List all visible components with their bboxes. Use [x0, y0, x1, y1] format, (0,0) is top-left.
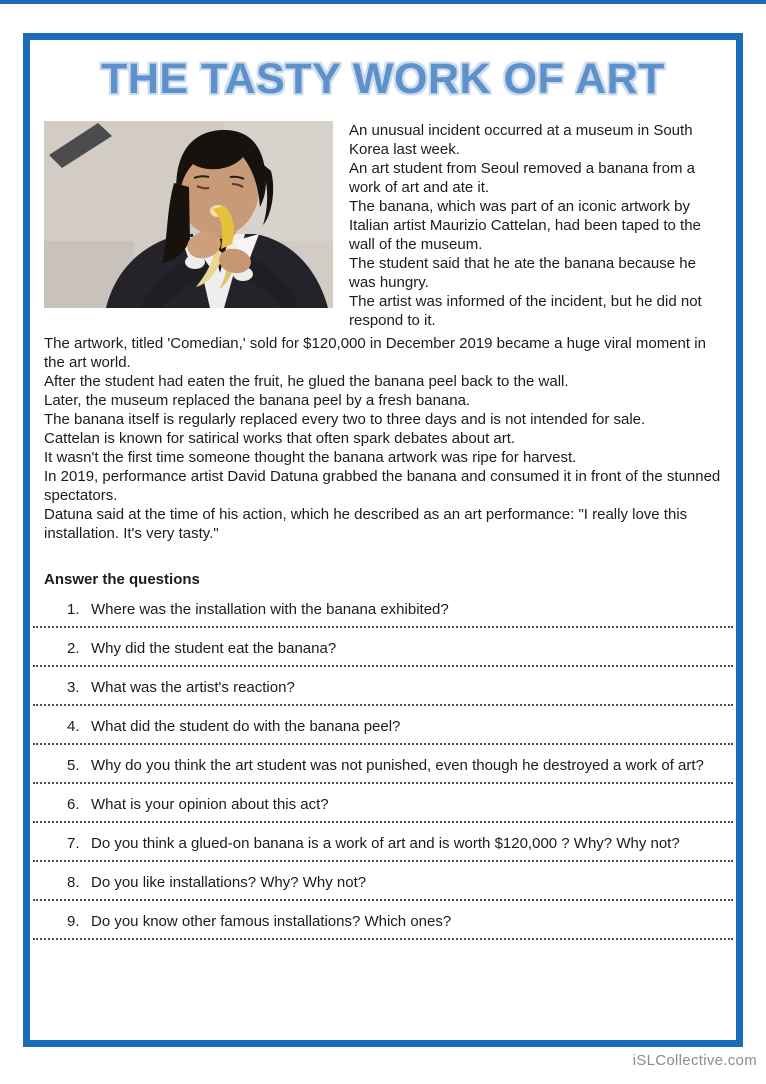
- article-sentence: The banana itself is regularly replaced every two to three days and is not intended for sale.: [44, 411, 646, 428]
- question-row: [44, 795, 722, 814]
- answer-dotted-line: [33, 899, 733, 901]
- article-sentence: Later, the museum replaced the banana peel by a fresh banana.: [44, 392, 471, 409]
- question-text: What did the student do with the banana peel?: [91, 718, 401, 735]
- article-intro: [349, 121, 722, 330]
- question-row: [44, 678, 722, 697]
- answer-dotted-line: [33, 938, 733, 940]
- answer-dotted-line: [33, 860, 733, 862]
- question-number: 3.: [67, 679, 80, 696]
- top-edge-line: [0, 0, 766, 4]
- answer-dotted-line: [33, 743, 733, 745]
- worksheet-frame: [23, 33, 743, 1047]
- question-row: [44, 834, 722, 853]
- article-sentence: The artwork, titled 'Comedian,' sold for $120,000 in December 2019 became a huge viral moment in the art world.: [44, 335, 706, 371]
- article-intro-row: [44, 121, 722, 330]
- question-item: [44, 873, 722, 901]
- question-number: 8.: [67, 874, 80, 891]
- question-item: [44, 912, 722, 940]
- question-number: 4.: [67, 718, 80, 735]
- question-text: Where was the installation with the banana exhibited?: [91, 601, 449, 618]
- question-row: [44, 873, 722, 892]
- worksheet-content: [30, 121, 736, 940]
- question-item: [44, 717, 722, 745]
- article-sentence: Datuna said at the time of his action, which he described as an art performance: "I really love this installation. It's very tasty.": [44, 506, 688, 542]
- question-item: [44, 834, 722, 862]
- question-number: 6.: [67, 796, 80, 813]
- question-text: What was the artist's reaction?: [91, 679, 295, 696]
- question-text: Why do you think the art student was not punished, even though he destroyed a work of art?: [91, 757, 704, 774]
- article-sentence: The banana, which was part of an iconic artwork by Italian artist Maurizio Cattelan, had been taped to the wall of the museum.: [349, 198, 701, 253]
- question-text: Why did the student eat the banana?: [91, 640, 337, 657]
- question-item: [44, 600, 722, 628]
- question-row: [44, 639, 722, 658]
- article-sentence: An unusual incident occurred at a museum in South Korea last week.: [349, 122, 693, 158]
- question-row: [44, 756, 722, 775]
- answer-dotted-line: [33, 704, 733, 706]
- page-title: THE TASTY WORK OF ART: [101, 55, 665, 103]
- answer-dotted-line: [33, 665, 733, 667]
- question-number: 5.: [67, 757, 80, 774]
- answer-dotted-line: [33, 782, 733, 784]
- questions-list: [44, 600, 722, 940]
- article-sentence: In 2019, performance artist David Datuna grabbed the banana and consumed it in front of the stunned spectators.: [44, 468, 721, 504]
- question-text: Do you like installations? Why? Why not?: [91, 874, 367, 891]
- article-sentence: It wasn't the first time someone thought the banana artwork was ripe for harvest.: [44, 449, 577, 466]
- article-body: [44, 334, 722, 543]
- question-row: [44, 717, 722, 736]
- question-text: What is your opinion about this act?: [91, 796, 329, 813]
- question-text: Do you know other famous installations? Which ones?: [91, 913, 452, 930]
- article-sentence: An art student from Seoul removed a banana from a work of art and ate it.: [349, 160, 696, 196]
- answer-dotted-line: [33, 821, 733, 823]
- answer-dotted-line: [33, 626, 733, 628]
- question-number: 9.: [67, 913, 80, 930]
- student-eating-banana-photo: [44, 121, 333, 308]
- question-item: [44, 678, 722, 706]
- question-text: Do you think a glued-on banana is a work of art and is worth $120,000 ? Why? Why not?: [91, 835, 680, 852]
- footer-credit: iSLCollective.com: [632, 1052, 757, 1069]
- question-number: 7.: [67, 835, 80, 852]
- question-row: [44, 912, 722, 931]
- question-item: [44, 639, 722, 667]
- article-sentence: The artist was informed of the incident, but he did not respond to it.: [349, 293, 702, 329]
- question-number: 2.: [67, 640, 80, 657]
- questions-heading: Answer the questions: [44, 571, 200, 588]
- question-number: 1.: [67, 601, 80, 618]
- article-sentence: Cattelan is known for satirical works that often spark debates about art.: [44, 430, 516, 447]
- question-item: [44, 795, 722, 823]
- article-sentence: The student said that he ate the banana because he was hungry.: [349, 255, 696, 291]
- question-item: [44, 756, 722, 784]
- article-sentence: After the student had eaten the fruit, he glued the banana peel back to the wall.: [44, 373, 569, 390]
- question-row: [44, 600, 722, 619]
